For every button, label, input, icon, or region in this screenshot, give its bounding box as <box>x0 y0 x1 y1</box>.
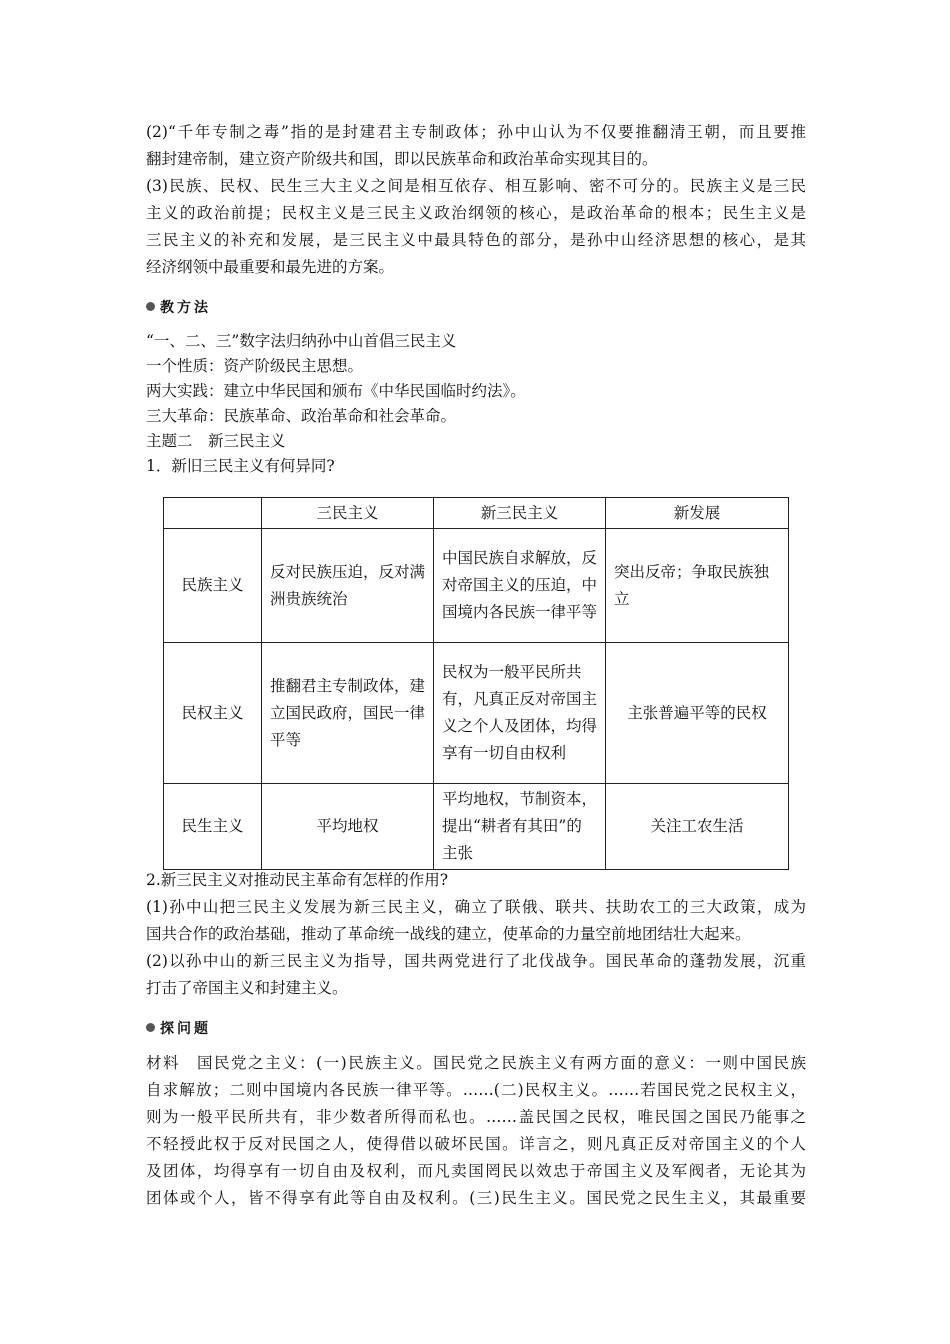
table-cell-new: 平均地权，节制资本，提出“耕者有其田”的主张 <box>434 784 606 870</box>
text-line: 两大实践：建立中华民国和颁布《中华民国临时约法》。 <box>146 382 526 400</box>
table-cell-dev: 主张普遍平等的民权 <box>606 643 789 784</box>
comparison-table <box>163 497 789 870</box>
text-line: (2)以孙中山的新三民主义为指导，国共两党进行了北伐战争。国民革命的蓬勃发展，沉重 <box>146 952 806 970</box>
text-line: 自求解放；二则中国境内各民族一律平等。……(二)民权主义。……若国民党之民权主义， <box>146 1081 806 1099</box>
table-row <box>164 784 789 870</box>
table-row <box>164 643 789 784</box>
table-cell-name: 民族主义 <box>164 529 262 643</box>
table-header-cell: 新三民主义 <box>434 498 606 529</box>
table-header-cell <box>164 498 262 529</box>
table-header-row <box>164 498 789 529</box>
table-cell-dev: 关注工农生活 <box>606 784 789 870</box>
text-line: 翻封建帝制，建立资产阶级共和国，即以民族革命和政治革命实现其目的。 <box>146 150 658 168</box>
table-header-cell: 三民主义 <box>262 498 434 529</box>
table-cell-old: 推翻君主专制政体，建立国民政府，国民一律平等 <box>262 643 434 784</box>
topic-title: 主题二 新三民主义 <box>146 432 286 450</box>
text-line: 一个性质：资产阶级民主思想。 <box>146 357 364 375</box>
text-line: 三大革命：民族革命、政治革命和社会革命。 <box>146 407 457 425</box>
text-line: 国共合作的政治基础，推动了革命统一战线的建立，使革命的力量空前地团结壮大起来。 <box>146 925 751 943</box>
text-line: 团体或个人，皆不得享有此等自由及权利。(三)民生主义。国民党之民生主义，其最重要 <box>146 1189 806 1207</box>
text-line: 三民主义的补充和发展，是三民主义中最具特色的部分，是孙中山经济思想的核心，是其 <box>146 231 806 249</box>
section-heading-inquiry <box>146 1018 211 1040</box>
text-line: 不轻授此权于反对民国之人，使得借以破坏民国。详言之，则凡真正反对帝国主义的个人 <box>146 1135 806 1153</box>
section-heading-label: 教方法 <box>160 300 211 316</box>
text-line: 材料 国民党之主义：(一)民族主义。国民党之民族主义有两方面的意义：一则中国民族 <box>146 1054 806 1072</box>
table-cell-old: 平均地权 <box>262 784 434 870</box>
table-header-cell: 新发展 <box>606 498 789 529</box>
text-line: (2)“千年专制之毒”指的是封建君主专制政体；孙中山认为不仅要推翻清王朝，而且要推 <box>146 123 806 141</box>
text-line: 打击了帝国主义和封建主义。 <box>146 979 348 997</box>
table-cell-old: 反对民族压迫，反对满洲贵族统治 <box>262 529 434 643</box>
question-title: 2.新三民主义对推动民主革命有怎样的作用? <box>146 871 449 889</box>
text-line: 主义的政治前提；民权主义是三民主义政治纲领的核心，是政治革命的根本；民生主义是 <box>146 204 806 222</box>
text-line: 经济纲领中最重要和最先进的方案。 <box>146 258 395 276</box>
text-line: (1)孙中山把三民主义发展为新三民主义，确立了联俄、联共、扶助农工的三大政策，成为 <box>146 898 806 916</box>
section-heading-method <box>146 297 211 319</box>
question-title: 1．新旧三民主义有何异同? <box>146 457 335 475</box>
table-row <box>164 529 789 643</box>
bullet-icon <box>146 1023 155 1032</box>
table-cell-new: 中国民族自求解放，反对帝国主义的压迫，中国境内各民族一律平等 <box>434 529 606 643</box>
text-line: 及团体，均得享有一切自由及权利，而凡卖国罔民以效忠于帝国主义及军阀者，无论其为 <box>146 1162 806 1180</box>
table-cell-name: 民生主义 <box>164 784 262 870</box>
table-cell-new: 民权为一般平民所共有，凡真正反对帝国主义之个人及团体，均得享有一切自由权利 <box>434 643 606 784</box>
text-line: “一、二、三”数字法归纳孙中山首倡三民主义 <box>146 332 457 350</box>
bullet-icon <box>146 302 155 311</box>
table-cell-name: 民权主义 <box>164 643 262 784</box>
section-heading-label: 探问题 <box>160 1021 211 1037</box>
text-line: (3)民族、民权、民生三大主义之间是相互依存、相互影响、密不可分的。民族主义是三民 <box>146 177 806 195</box>
text-line: 则为一般平民所共有，非少数者所得而私也。……盖民国之民权，唯民国之国民乃能事之 <box>146 1108 806 1126</box>
table-cell-dev: 突出反帝；争取民族独立 <box>606 529 789 643</box>
